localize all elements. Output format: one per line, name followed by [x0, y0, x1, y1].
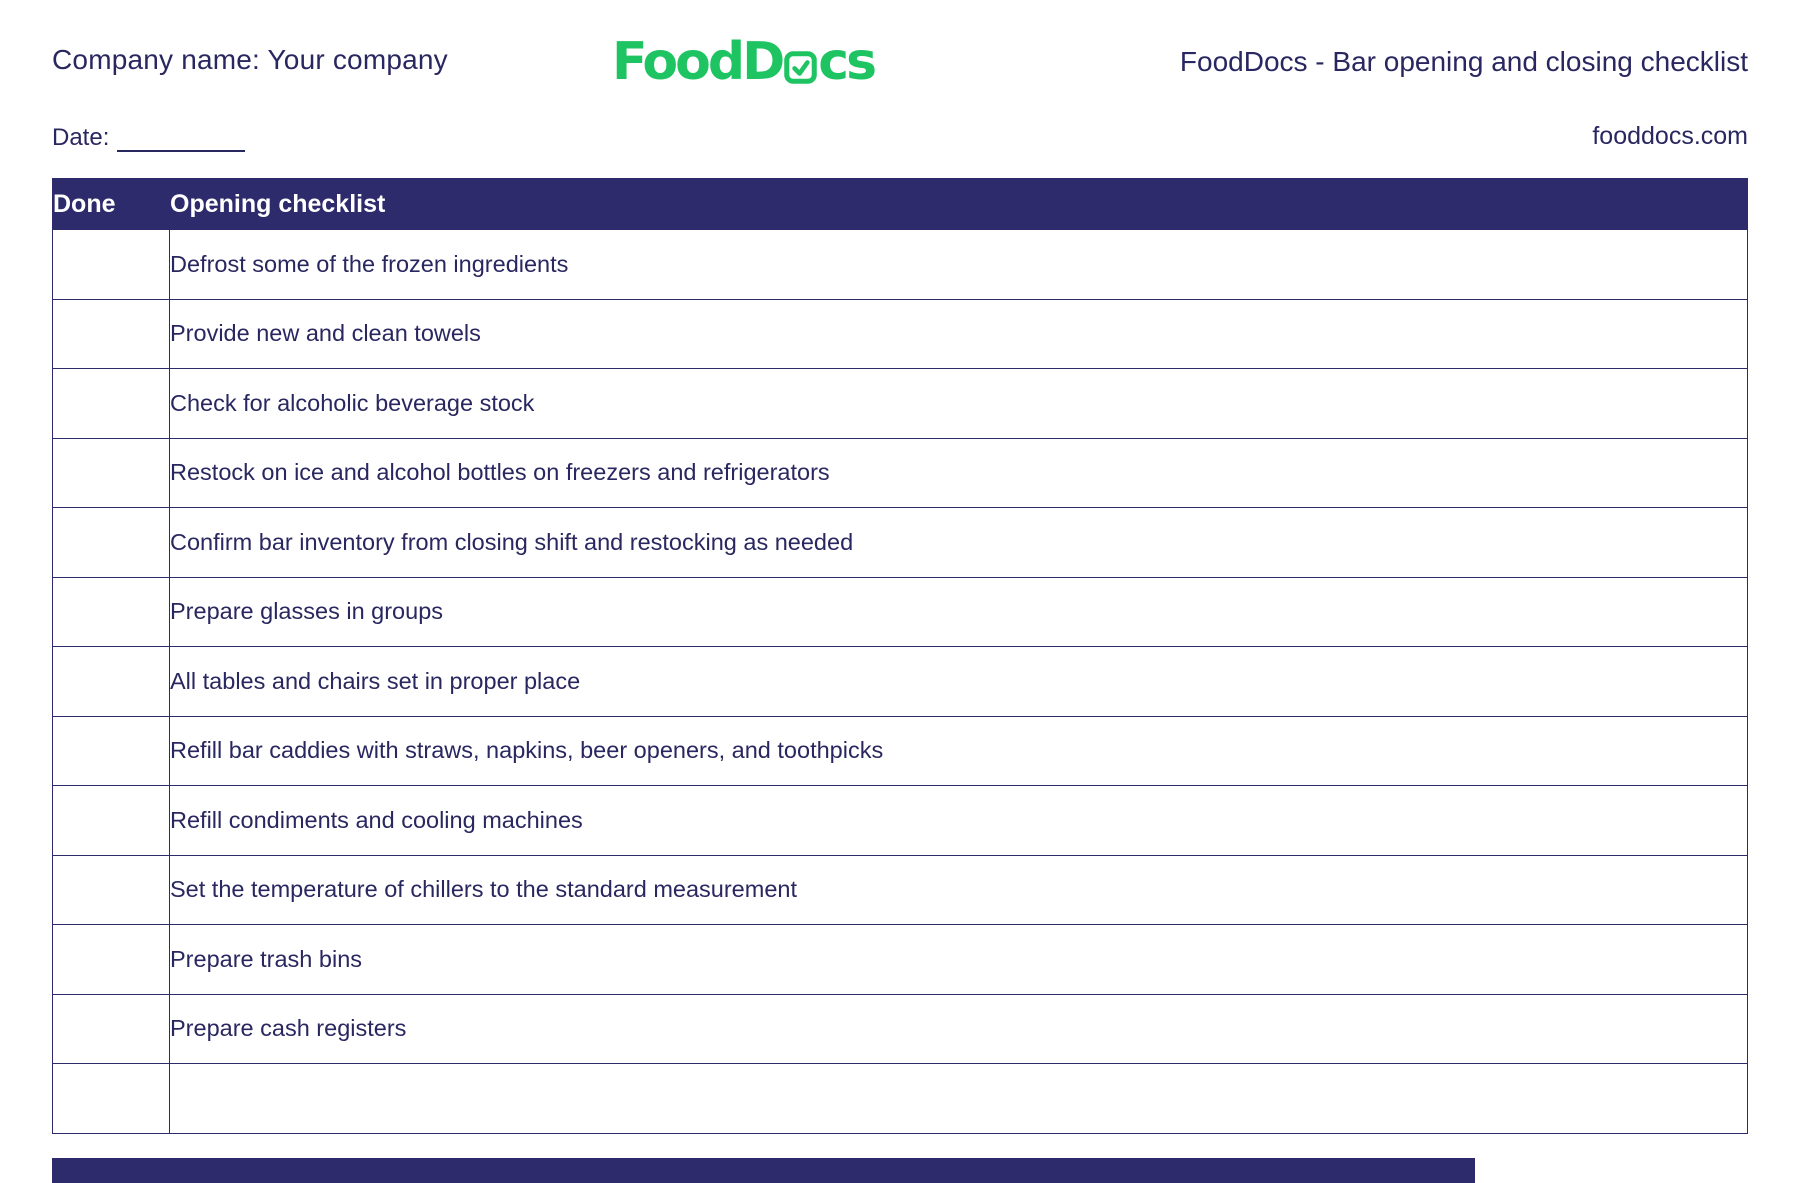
task-cell: Defrost some of the frozen ingredients	[170, 230, 1748, 300]
table-row	[53, 647, 1748, 717]
table-row	[53, 299, 1748, 369]
document-title: FoodDocs - Bar opening and closing checklist	[1179, 46, 1748, 77]
checklist-body	[53, 230, 1748, 1134]
task-cell: Refill condiments and cooling machines	[170, 786, 1748, 856]
date-label: Date:	[52, 124, 110, 151]
done-checkbox-cell[interactable]	[53, 299, 170, 369]
done-checkbox-cell[interactable]	[53, 994, 170, 1064]
logo-text-left: FoodD	[612, 32, 783, 92]
done-checkbox-cell[interactable]	[53, 925, 170, 995]
table-row	[53, 716, 1748, 786]
website-link: fooddocs.com	[1592, 122, 1748, 150]
footer-accent-bar	[52, 1158, 1475, 1183]
fooddocs-logo	[612, 34, 874, 90]
table-row	[53, 855, 1748, 925]
table-row	[53, 508, 1748, 578]
table-row	[53, 230, 1748, 300]
task-cell: Set the temperature of chillers to the standard measurement	[170, 855, 1748, 925]
task-cell	[170, 1064, 1748, 1134]
task-cell: Confirm bar inventory from closing shift and restocking as needed	[170, 508, 1748, 578]
done-checkbox-cell[interactable]	[53, 647, 170, 717]
date-row	[52, 124, 245, 152]
done-checkbox-cell[interactable]	[53, 369, 170, 439]
task-cell: Check for alcoholic beverage stock	[170, 369, 1748, 439]
company-name-label: Company name: Your company	[52, 44, 448, 75]
done-checkbox-cell[interactable]	[53, 855, 170, 925]
table-row	[53, 577, 1748, 647]
done-checkbox-cell[interactable]	[53, 1064, 170, 1134]
column-header-done: Done	[53, 179, 170, 230]
done-checkbox-cell[interactable]	[53, 438, 170, 508]
date-fill-blank[interactable]	[117, 128, 245, 152]
done-checkbox-cell[interactable]	[53, 716, 170, 786]
done-checkbox-cell[interactable]	[53, 508, 170, 578]
task-cell: Prepare glasses in groups	[170, 577, 1748, 647]
checkbox-check-icon	[784, 51, 817, 84]
task-cell: All tables and chairs set in proper place	[170, 647, 1748, 717]
done-checkbox-cell[interactable]	[53, 577, 170, 647]
task-cell: Restock on ice and alcohol bottles on freezers and refrigerators	[170, 438, 1748, 508]
table-row	[53, 369, 1748, 439]
task-cell: Provide new and clean towels	[170, 299, 1748, 369]
task-cell: Refill bar caddies with straws, napkins, beer openers, and toothpicks	[170, 716, 1748, 786]
task-cell: Prepare cash registers	[170, 994, 1748, 1064]
done-checkbox-cell[interactable]	[53, 786, 170, 856]
table-row	[53, 786, 1748, 856]
table-row	[53, 1064, 1748, 1134]
task-cell: Prepare trash bins	[170, 925, 1748, 995]
table-row	[53, 438, 1748, 508]
logo-text-right: cs	[818, 32, 875, 92]
column-header-opening-checklist: Opening checklist	[170, 179, 1748, 230]
table-row	[53, 925, 1748, 995]
table-header-row	[53, 179, 1748, 230]
table-row	[53, 994, 1748, 1064]
done-checkbox-cell[interactable]	[53, 230, 170, 300]
opening-checklist-table	[52, 178, 1748, 1134]
table-header	[53, 179, 1748, 230]
